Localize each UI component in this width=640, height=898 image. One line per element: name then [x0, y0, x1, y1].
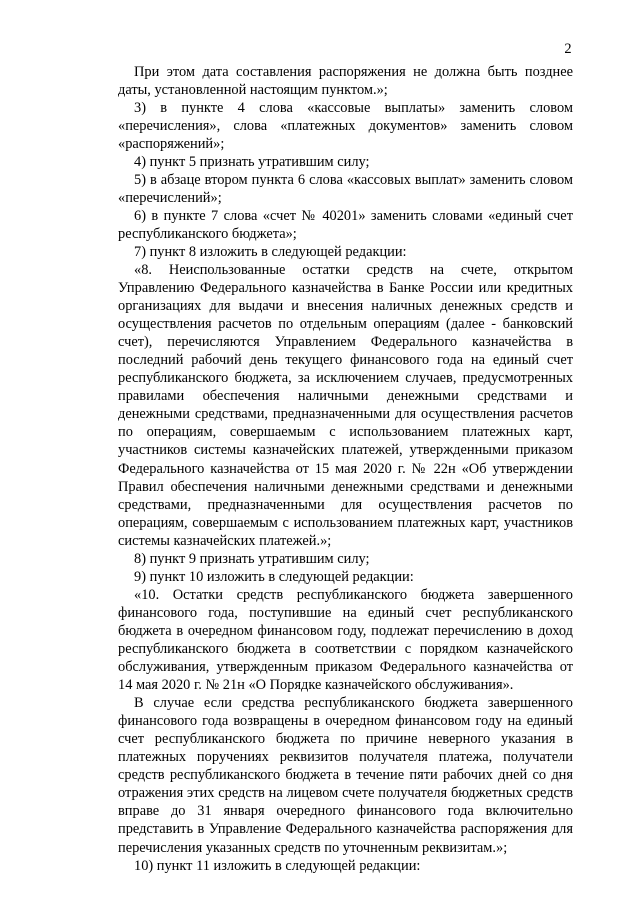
paragraph-date-clause: При этом дата составления распоряжения не должна быть позднее даты, установленной настоящим пунктом.»;: [118, 63, 573, 98]
paragraph-item-5: 5) в абзаце втором пункта 6 слова «кассовых выплат» заменить словом «перечислений»;: [118, 171, 573, 206]
paragraph-item-8: 8) пункт 9 признать утратившим силу;: [134, 550, 370, 567]
paragraph-clause-10-return: В случае если средства республиканского бюджета завершенного финансового года возвращены в очередном финансовом году на единый счет республиканского бюджета по причине неверного указания в платежных поручениях реквизитов получателя платежа, получатели средств республиканского бюджета в течение пяти рабочих дней со дня отражения этих средств на лицевом счете получателя бюджетных средств вправе до 31 января очередного финансового года включительно представить в Управление Федерального казначейства распоряжения для перечисления указанных средств по уточненным реквизитам.»;: [118, 695, 573, 856]
paragraph-item-4: 4) пункт 5 признать утратившим силу;: [134, 153, 370, 170]
paragraph-clause-8: «8. Неиспользованные остатки средств на счете, открытом Управлению Федерального казначейства в Банке России или кредитных организациях для выдачи и внесения наличных денежных средств и осуществления расчетов по отдельным операциям (далее - банковский счет), перечисляются Управлением Федерального казначейства в последний рабочий день текущего финансового года на единый счет республиканского бюджета, за исключением случаев, предусмотренных правилами обеспечения наличными денежными средствами и денежными средствами, предназначенными для осуществления расчетов по операциям, совершаемым с использованием платежных карт, участников системы казначейских платежей, утвержденными приказом Федерального казначейства от 15 мая 2020 г. № 22н «Об утверждении Правил обеспечения наличными денежными средствами и денежными средствами, предназначенными для осуществления расчетов по операциям, совершаемым с использованием платежных карт, участников системы казначейских платежей.»;: [118, 262, 573, 549]
paragraph-item-3: 3) в пункте 4 слова «кассовые выплаты» заменить словом «перечисления», слова «платежных документов» заменить словом «распоряжений»;: [118, 99, 573, 152]
paragraph-item-7: 7) пункт 8 изложить в следующей редакции:: [134, 243, 407, 260]
page-number: 2: [564, 41, 572, 57]
paragraph-item-10: 10) пункт 11 изложить в следующей редакции:: [134, 857, 421, 874]
paragraph-item-6: 6) в пункте 7 слова «счет № 40201» заменить словами «единый счет республиканского бюджета»;: [118, 207, 573, 242]
document-body: [118, 63, 573, 875]
paragraph-clause-10: «10. Остатки средств республиканского бюджета завершенного финансового года, поступившие на единый счет республиканского бюджета в очередном финансовом году, подлежат перечислению в доход республиканского бюджета в соответствии с порядком казначейского обслуживания, утвержденным приказом Федерального казначейства от 14 мая 2020 г. № 21н «О Порядке казначейского обслуживания».: [118, 586, 573, 694]
paragraph-item-9: 9) пункт 10 изложить в следующей редакции:: [134, 568, 414, 585]
